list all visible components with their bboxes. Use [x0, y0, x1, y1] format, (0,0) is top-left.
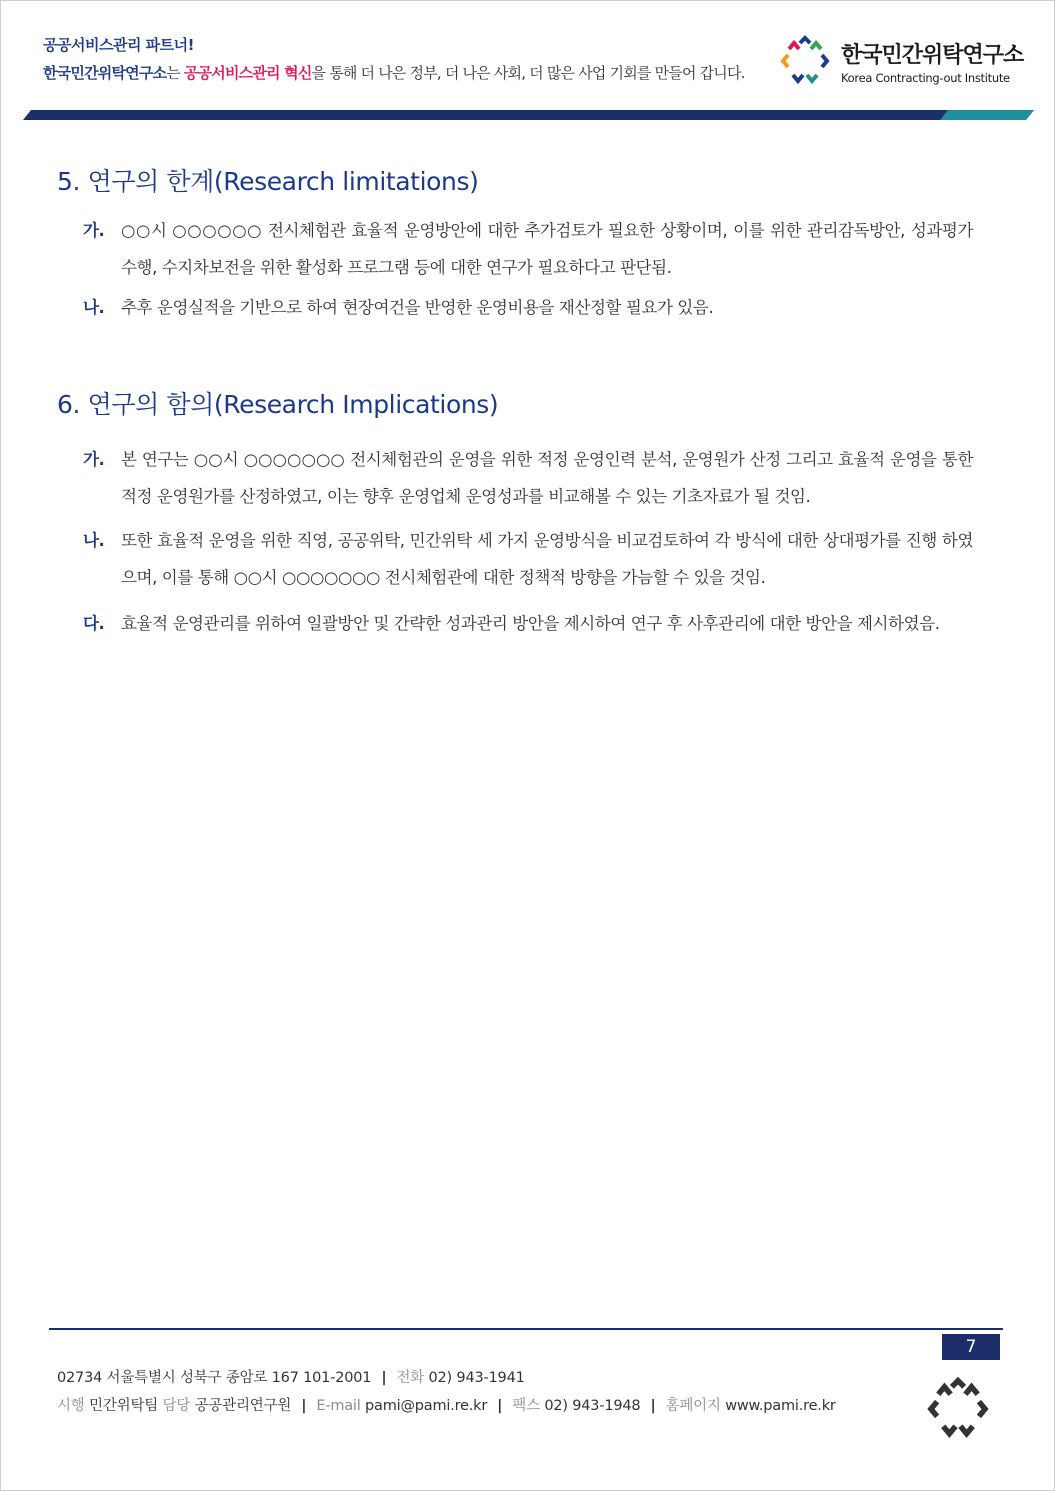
- header-tagline: 공공서비스관리 파트너!: [43, 36, 194, 54]
- list-marker: 가.: [83, 450, 105, 469]
- footer-homepage: www.pami.re.kr: [725, 1398, 836, 1414]
- footer-separator: |: [650, 1398, 656, 1414]
- footer-homepage-label: 홈페이지: [665, 1398, 721, 1414]
- section-title-limitations: 5. 연구의 한계(Research limitations): [57, 167, 479, 196]
- institute-logo: [779, 35, 1024, 91]
- footer-issuer: 민간위탁팀: [89, 1398, 159, 1414]
- footer-separator: |: [381, 1370, 387, 1386]
- list-item-text: ○○시 ○○○○○○ 전시체험관 효율적 운영방안에 대한 추가검토가 필요한 상황이며, 이를 위한 관리감독방안, 성과평가 수행, 수지차보전을 위한 활성화 프로그램 등에 대한 연구가 필요하다고 판단됨.: [121, 221, 973, 277]
- list-item-text: 효율적 운영관리를 위하여 일괄방안 및 간략한 성과관리 방안을 제시하여 연구 후 사후관리에 대한 방안을 제시하였음.: [121, 614, 940, 633]
- list-item-text: 또한 효율적 운영을 위한 직영, 공공위탁, 민간위탁 세 가지 운영방식을 비교검토하여 각 방식에 대한 상대평가를 진행 하였으며, 이를 통해 ○○시 ○○○○○○○ 전시체험관에 대한 정책적 방향을 가늠할 수 있을 것임.: [121, 531, 973, 587]
- footer-address-line: [57, 1366, 525, 1387]
- footer-fax-label: 팩스: [512, 1398, 540, 1414]
- list-item-text: 추후 운영실적을 기반으로 하여 현장여건을 반영한 운영비용을 재산정할 필요가 있음.: [121, 298, 714, 317]
- logo-name-korean: 한국민간위탁연구소: [841, 43, 1024, 68]
- list-marker: 가.: [83, 221, 105, 240]
- list-item: [83, 605, 973, 642]
- footer-email: pami@pami.re.kr: [365, 1398, 488, 1414]
- slogan-org-name: 한국민간위탁연구소: [43, 64, 167, 82]
- footer-rule: [49, 1328, 1003, 1330]
- slogan-part2: 을 통해 더 나은 정부, 더 나은 사회, 더 많은 사업 기회를 만들어 갑니다.: [311, 64, 745, 82]
- footer-fax: 02) 943-1948: [544, 1398, 641, 1414]
- list-marker: 나.: [83, 531, 105, 550]
- footer-contact-line: [57, 1394, 836, 1415]
- slogan-part1: 는: [166, 64, 184, 82]
- list-item: [83, 289, 973, 326]
- footer-phone-label: 전화: [396, 1370, 425, 1386]
- footer-email-label: E-mail: [316, 1398, 361, 1414]
- list-item: [83, 522, 973, 596]
- header-divider-bar: [23, 110, 1034, 120]
- header-slogan: [43, 62, 745, 83]
- list-item: [83, 441, 973, 515]
- footer-phone: 02) 943-1941: [428, 1370, 525, 1386]
- list-marker: 다.: [83, 614, 105, 633]
- footer-manager-label: 담당: [162, 1398, 191, 1414]
- footer-separator: |: [497, 1398, 503, 1414]
- page-number: 7: [942, 1334, 1000, 1360]
- list-item-text: 본 연구는 ○○시 ○○○○○○○ 전시체험관의 운영을 위한 적정 운영인력 분석, 운영원가 산정 그리고 효율적 운영을 통한 적정 운영원가를 산정하였고, 이는 향후 운영업체 운영성과를 비교해볼 수 있는 기초자료가 될 것임.: [121, 450, 973, 506]
- footer-address: 02734 서울특별시 성북구 종암로 167 101-2001: [57, 1370, 372, 1386]
- list-item: [83, 212, 973, 286]
- list-marker: 나.: [83, 298, 105, 317]
- slogan-highlight: 공공서비스관리 혁신: [183, 64, 312, 82]
- footer-separator: |: [301, 1398, 307, 1414]
- institute-logo-icon: [779, 35, 831, 87]
- footer-issuer-label: 시행: [57, 1398, 85, 1414]
- logo-name-english: Korea Contracting-out Institute: [841, 71, 1010, 85]
- section-title-implications: 6. 연구의 함의(Research Implications): [57, 390, 499, 419]
- footer-manager: 공공관리연구원: [194, 1398, 292, 1414]
- footer-logo-icon: [926, 1377, 990, 1441]
